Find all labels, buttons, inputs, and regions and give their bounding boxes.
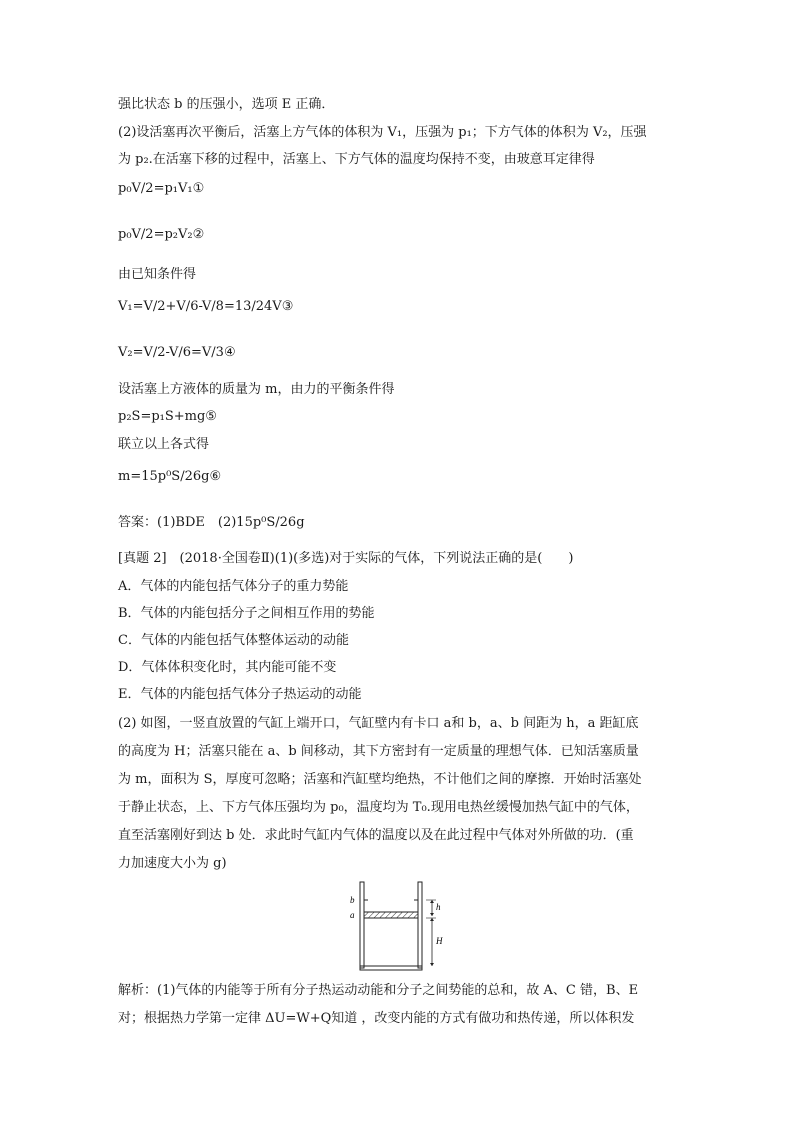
text-line-3: 为 p₂.在活塞下移的过程中，活塞上、下方气体的温度均保持不变，由玻意耳定律得 (118, 152, 595, 167)
text-combine: 联立以上各式得 (118, 437, 210, 452)
option-a: A．气体的内能包括气体分子的重力势能 (118, 579, 349, 594)
solution-line-2: 对；根据热力学第一定律 ΔU=W+Q知道 ，改变内能的方式有做功和热传递，所以体积发 (118, 1011, 635, 1026)
equation-2: p₀V/2=p₂V₂② (118, 227, 205, 242)
text-liquid-mass: 设活塞上方液体的质量为 m，由力的平衡条件得 (118, 382, 395, 397)
label-b: b (350, 895, 355, 905)
question-2-heading: [真题 2] (2018·全国卷Ⅱ)(1)(多选)对于实际的气体，下列说法正确的是( ) (118, 551, 574, 566)
answer-line: 答案：(1)BDE (2)15p⁰S/26g (118, 515, 305, 530)
equation-6: m=15p⁰S/26g⑥ (118, 469, 222, 484)
part2-line-5: 直至活塞刚好到达 b 处．求此时气缸内气体的温度以及在此过程中气体对外所做的功．(重 (118, 828, 634, 843)
option-e: E．气体的内能包括气体分子热运动的动能 (118, 687, 362, 702)
label-h: h (436, 902, 441, 912)
label-a: a (350, 910, 355, 920)
text-line-1: 强比状态 b 的压强小，选项 E 正确． (118, 97, 335, 112)
text-line-2: (2)设活塞再次平衡后，活塞上方气体的体积为 V₁，压强为 p₁；下方气体的体积为 V₂，压强 (118, 125, 647, 140)
equation-3: V₁=V/2+V/6-V/8=13/24V③ (118, 299, 294, 314)
cylinder-wall-left (360, 882, 364, 968)
piston (364, 912, 418, 918)
cylinder-wall-right (418, 882, 422, 968)
equation-1: p₀V/2=p₁V₁① (118, 181, 205, 196)
option-b: B．气体的内能包括分子之间相互作用的势能 (118, 606, 375, 621)
cylinder-base (360, 966, 422, 970)
solution-line-1: 解析：(1)气体的内能等于所有分子热运动动能和分子之间势能的总和，故 A、C 错，B、E (118, 983, 639, 998)
option-c: C．气体的内能包括气体整体运动的动能 (118, 633, 349, 648)
option-d: D．气体体积变化时，其内能可能不变 (118, 660, 337, 675)
part2-line-6: 力加速度大小为 g) (118, 856, 227, 871)
cylinder-diagram (338, 880, 458, 972)
text-known-conditions: 由已知条件得 (118, 267, 197, 282)
label-H: H (436, 936, 443, 946)
equation-4: V₂=V/2-V/6=V/3④ (118, 345, 236, 360)
part2-line-2: 的高度为 H；活塞只能在 a、b 间移动，其下方密封有一定质量的理想气体．已知活塞质量 (118, 744, 639, 759)
part2-line-1: (2) 如图，一竖直放置的气缸上端开口，气缸壁内有卡口 a和 b，a、b 间距为 h，a 距缸底 (118, 716, 639, 731)
part2-line-3: 为 m，面积为 S，厚度可忽略；活塞和汽缸壁均绝热，不计他们之间的摩擦．开始时活塞处 (118, 772, 642, 787)
equation-5: p₂S=p₁S+mg⑤ (118, 409, 217, 424)
part2-line-4: 于静止状态，上、下方气体压强均为 p₀，温度均为 T₀.现用电热丝缓慢加热气缸中的气体， (118, 800, 639, 815)
